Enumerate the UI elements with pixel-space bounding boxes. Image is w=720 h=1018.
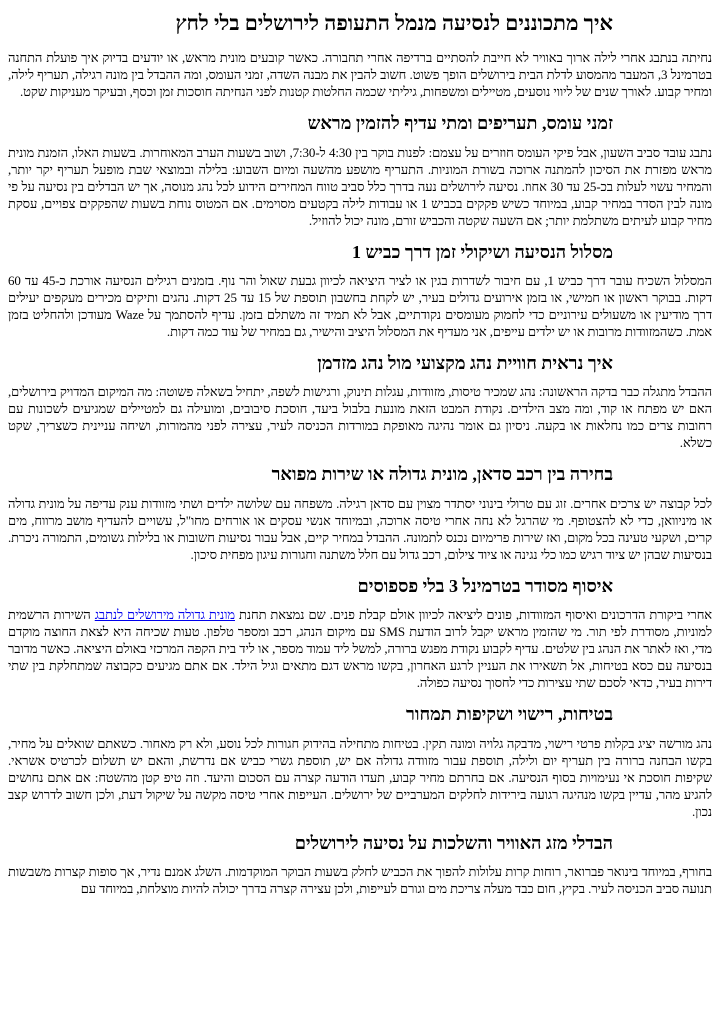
paragraph-safety-pricing: נהג מורשה יציג בקלות פרטי רישוי, מדבקה גלויה ומונה תקין. בטיחות מתחילה בהידוק חגורות לכל נוסע, ולא רק מאחור. כשאתם שואלים על מחיר, בקשו הבחנה ברורה בין תעריף יום ולילה, תוספת עבור מזוודה גדולה אם יש, תוספת גשרי כביש אם נדרשת, והאם יש תשלום לכרטיס אשראי. שקיפות חוסכת אי נעימויות בסוף הנסיעה. אם בחרתם מחיר קבוע, תעדו הודעה קצרה עם הסכום והיעד. וזה טיפ קטן מהשטח: אם אתם נחושים להגיע מהר, עדיין בקשו מנהיגה רגועה בירידות לחלקים המערביים של ירושלים. העייפות אחרי טיסה מקשה על שיקול דעת, ולכן חשוב לדרוש קצב נכון. [8, 735, 712, 819]
paragraph-peak-times: נתבג עובד סביב השעון, אבל פיקי העומס חוזרים על עצמם: לפנות בוקר בין 4:30 ל-7:30, ושוב בשעות הערב המאוחרות. בשעות האלו, הזמנת מונית מראש מפזרת את הסיכון להמתנה ארוכה בשורת המוניות. התעריף מושפע מהשעה ומיום השבוע: בלילה ובמוצאי שבת מופעל תעריף יקר יותר, והמחיר עשוי לעלות בכ-25 עד 30 אחוז. נסיעה לירושלים נעה בדרך כלל סביב טווח המחירים הידוע לכל נהג מנוסה, אך יש הבדלים בין נסיעה על פי מונה לבין הסדר במחיר קבוע, במיוחד כשיש פקקים בכביש 1 או עבודות לילה בקטעים מסוימים. אם המטוס נוחת בשעות שהפקקים צפויים, עסקת מחיר קבוע לעיתים משתלמת יותר; אם השעה שקטה והכביש זורם, מונה יכול להוזיל. [8, 144, 713, 228]
section-safety-pricing [8, 703, 712, 819]
section-route [8, 241, 712, 340]
paragraph-weather: בחורף, במיוחד בינואר פברואר, רוחות קרות עלולות להפוך את הכביש לחלק בשעות הבוקר המוקדמות. השלג אמנם נדיר, אך סופות קצרות משבשות תנועה סביב הכניסה לעיר. בקיץ, חום כבד מעלה צריכת מים וגורם לעייפות, ולכן עצירה קצרה בדרך יכולה להיות מוצלחת, במיוחד עם [8, 864, 712, 897]
pickup-text-before-link: אחרי ביקורת הדרכונים ואיסוף המזוודות, פונים ליציאה לכיוון אולם קבלת פנים. שם נמצאת תחנת [234, 607, 712, 623]
paragraph-vehicle-choice: לכל קבוצה יש צרכים אחרים. זוג עם טרולי בינוני יסתדר מצוין עם סדאן רגילה. משפחה עם שלושה ילדים ושתי מזוודות ענק עדיפה על מונית גדולה או מיניוואן, כדי לא להצטופף. מי שהרגל לא נחה אחרי טיסה ארוכה, ובמיוחד אנשי עסקים או אורחים מחו"ל, עשויים להעדיף מושב מרווח, מים קרים, ושקעי טעינה בכל מקום, ואז שירות פרימיום נכנס לתמונה. ההבדל במחיר קיים, אבל עבור נסיעות חשובות או בלילות גשומים, התמורה ניכרת. בנסיעות שבהן יש ציוד רגיש כמו כלי נגינה או ציוד צילום, רכב גדול עם חלל משתנה וחגורות עיגון מפחית סיכון. [8, 495, 712, 562]
section-weather [8, 832, 712, 897]
section-peak-times [8, 112, 712, 228]
article-title: איך מתכוננים לנסיעה מנמל התעופה לירושלים בלי לחץ [175, 11, 613, 35]
pickup-text-after-link: השירות הרשמית למוניות, מסודרת לפי תור. מי שהזמין מראש יקבל לרוב הודעת SMS עם מיקום הנהג, רכב ומספר טלפון. טעות שכיחה היא לצאת החוצה מוקדם מדי, ואז לאתר את הנהג בין שלטים. עדיף לקבוע נקודת מפגש ברורה, למשל ליד עמוד מספר, או ליד בית הקפה המרכזי באולם היציאה. כאשר מדובר בנסיעה עם כסא בטיחות, אל תשאירו את העניין לרגע האחרון, בקשו מראש דגם מתאים וגיל הילד. אם אתם מגיעים כקבוצה שמתחלקת בין שתי דירות בעיר, כדאי לסכם שתי עצירות כדי לחסוך נסיעה כפולה. [8, 607, 712, 691]
paragraph-driver-experience: ההבדל מתגלה כבר בדקה הראשונה: נהג שמכיר טיסות, מזוודות, עגלות תינוק, ורגישות לשפה, יתחיל בשאלה פשוטה: מה המיקום המדויק בירושלים, האם יש מפתח או קוד, ומה מצב הילדים. נקודת המבט הזאת מונעת בלבול ביעד, חוסכת סיבובים, ומועילה גם למטיילים שמגיעים לשכונות עם רחובות צרים כמו נחלאות או בקעה. ניסיון גם אומר נהיגה מאופקת במורדות הכניסה לעיר, עצירה לפני מהמורות, ושיחה עניינית כשצריך, שקט כשלא. [8, 384, 712, 451]
section-heading-route: מסלול הנסיעה ושיקולי זמן דרך כביש 1 [351, 241, 613, 262]
taxi-service-link[interactable]: מונית גדולה מירושלים לנתבג [94, 607, 235, 623]
section-heading-terminal-pickup: איסוף מסודר בטרמינל 3 בלי פספוסים [357, 575, 613, 596]
section-heading-weather: הבדלי מזג האוויר והשלכות על נסיעה לירושלים [294, 832, 613, 853]
section-terminal-pickup [8, 575, 712, 691]
section-heading-driver-experience: איך נראית חוויית נהג מקצועי מול נהג מזדמן [317, 353, 613, 374]
section-heading-safety-pricing: בטיחות, רישוי ושקיפות תמחור [406, 704, 613, 725]
paragraph-terminal-pickup [8, 606, 712, 691]
section-heading-vehicle-choice: בחירה בין רכב סדאן, מונית גדולה או שירות מפואר [271, 464, 613, 485]
intro-paragraph: נחיתה בנתבג אחרי לילה ארוך באוויר לא חייבת להסתיים ברדיפה אחרי תחבורה. כאשר קובעים מונית מראש, או יודעים בדיוק איך פועלת התחנה בטרמינל 3, המעבר מהמסוע לדלת הבית בירושלים הופך פשוט. חשוב להבין את מבנה השדה, זמני העומס, ומה ההבדל בין מונה רגילה, תעריף לילה, ומחיר קבוע. לאורך שנים של ליווי נוסעים, מטיילים ומשפחות, גיליתי שכמה החלטות קטנות לפני הנחיתה חוסכות זמן וכסף, ובעיקר מעניקות שקט. [8, 50, 712, 100]
section-driver-experience [8, 352, 712, 451]
paragraph-route: המסלול השכיח עובר דרך כביש 1, עם חיבור לשדרות בגין או לציר היציאה לכיוון גבעת שאול והר נוף. בזמנים רגילים הנסיעה אורכת כ-45 עד 60 דקות. בבוקר ראשון או חמישי, או בזמן אירועים גדולים בעיר, יש לקחת בחשבון תוספת של 15 עד 25 דקות. נהגים ותיקים מכירים מעקפים יעילים דרך מודיעין או משעולים עירוניים כדי לחמוק מעומסים נקודתיים, אבל לא תמיד זה משתלם בזמן. עדיף להסתמך על Waze מעודכן ולהחליט בזמן אמת. כשהמזוודות מרובות או יש ילדים עייפים, אני מעדיף את המסלול היציב והישיר, גם במחיר של עוד כמה דקות. [8, 273, 712, 340]
section-heading-peak-times: זמני עומס, תעריפים ומתי עדיף להזמין מראש [307, 113, 613, 134]
section-vehicle-choice [8, 463, 712, 562]
